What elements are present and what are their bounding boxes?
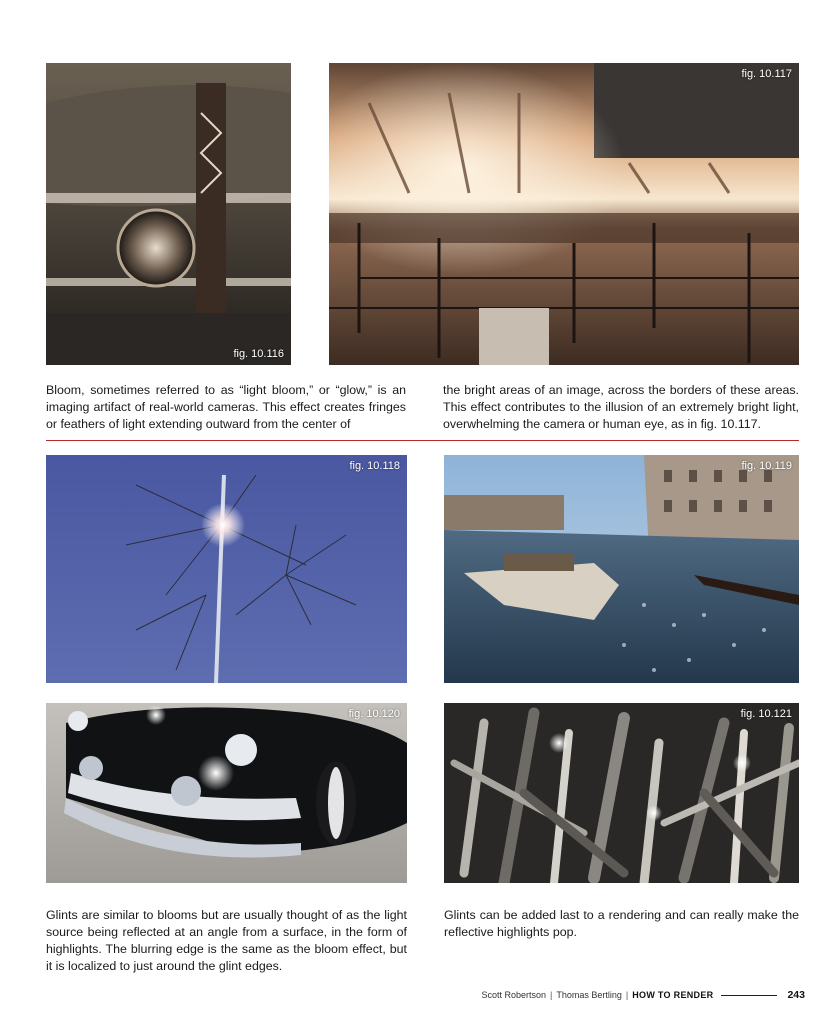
metal-rods-photo bbox=[444, 703, 799, 883]
bloom-text-left: Bloom, sometimes referred to as “light bloom,” or “glow,” is an imaging artifact of real-world cameras. This effect creates fringes or feathers of light extending outward from the center of bbox=[46, 383, 406, 431]
author-name: Thomas Bertling bbox=[556, 990, 622, 1000]
book-title: HOW TO RENDER bbox=[632, 990, 714, 1000]
figure-label: fig. 10.119 bbox=[741, 460, 792, 472]
figure-10-117 bbox=[329, 63, 799, 365]
figure-10-118 bbox=[46, 455, 407, 683]
sculpture-photo bbox=[46, 455, 407, 683]
motorcycle-photo bbox=[46, 63, 291, 365]
venice-canal-photo bbox=[444, 455, 799, 683]
section-divider bbox=[46, 440, 799, 441]
figure-10-121 bbox=[444, 703, 799, 883]
footer-rule bbox=[721, 995, 777, 996]
page-number: 243 bbox=[787, 989, 805, 1001]
airport-terminal-photo bbox=[329, 63, 799, 365]
footer-separator: | bbox=[625, 990, 629, 1000]
page-footer bbox=[470, 988, 805, 1002]
vintage-car-photo bbox=[46, 703, 407, 883]
glint-text-left: Glints are similar to blooms but are usually thought of as the light source being reflected at an angle from a surface, in the form of highlights. The blurring edge is the same as the bloom effect, but it is localized to just around the glint edges. bbox=[46, 908, 407, 973]
bloom-text-right: the bright areas of an image, across the borders of these areas. This effect contributes to the illusion of an extremely bright light, overwhelming the camera or human eye, as in fig. 10.117. bbox=[443, 383, 799, 431]
figure-10-119 bbox=[444, 455, 799, 683]
footer-separator: | bbox=[550, 990, 553, 1000]
figure-10-120 bbox=[46, 703, 407, 883]
figure-label: fig. 10.117 bbox=[741, 68, 792, 80]
author-name: Scott Robertson bbox=[481, 990, 546, 1000]
figure-label: fig. 10.116 bbox=[233, 348, 284, 360]
figure-label: fig. 10.121 bbox=[740, 708, 792, 720]
figure-10-116 bbox=[46, 63, 291, 365]
glint-text-right: Glints can be added last to a rendering and can really make the reflective highlights pop. bbox=[444, 908, 799, 939]
figure-label: fig. 10.120 bbox=[348, 708, 400, 720]
figure-label: fig. 10.118 bbox=[349, 460, 400, 472]
